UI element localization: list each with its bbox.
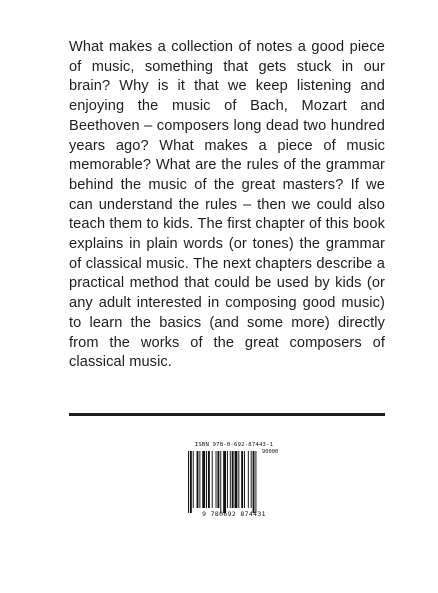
blurb-text: What makes a collection of notes a good piece of music, something that gets stuck in our brain? Why is it that we keep listening and enjoying the music of Bach, Mozart and Beethoven – composers long dead two hundred years ago? What makes a piece of music memorable? What are the rules of the grammar behind the music of the great masters? If we can understand the rules – then we could also teach them to kids. The first chapter of this book explains in plain words (or tones) the grammar of classical music. The next chapters describe a practical method that could be used by kids (or any adult interested in composing good music) to learn the basics (and some more) directly from the works of the great composers of classical music. bbox=[69, 39, 385, 371]
barcode-bar bbox=[255, 451, 256, 513]
barcode-bar bbox=[223, 451, 226, 513]
barcode-bar bbox=[248, 451, 249, 508]
barcode-bar bbox=[232, 451, 234, 508]
barcode-bars bbox=[188, 451, 280, 513]
barcode-bar bbox=[216, 451, 217, 508]
barcode-bar bbox=[199, 451, 200, 508]
barcode-bar bbox=[212, 451, 213, 508]
barcode-bar bbox=[188, 451, 189, 513]
isbn-label: ISBN 978-0-692-87443-1 bbox=[194, 442, 274, 448]
barcode-bar bbox=[238, 451, 239, 508]
barcode-bar bbox=[227, 451, 228, 508]
barcode-bar bbox=[253, 451, 255, 513]
barcode-bar bbox=[208, 451, 210, 508]
isbn-barcode bbox=[180, 442, 288, 522]
barcode-bar bbox=[202, 451, 205, 508]
barcode-bar bbox=[206, 451, 207, 508]
barcode-bar bbox=[241, 451, 243, 508]
barcode-bar bbox=[235, 451, 238, 508]
barcode-bar bbox=[220, 451, 221, 513]
barcode-bar bbox=[190, 451, 192, 513]
ean-digits: 9 780692 874431 bbox=[202, 510, 266, 518]
barcode-bar bbox=[230, 451, 231, 508]
barcode-bar bbox=[251, 451, 252, 508]
barcode-bar bbox=[217, 451, 219, 508]
divider-line bbox=[69, 413, 385, 416]
price-code: 90000 bbox=[262, 449, 279, 455]
barcode-bar bbox=[193, 451, 194, 508]
barcode-bar bbox=[244, 451, 245, 508]
barcode-bar bbox=[197, 451, 199, 508]
